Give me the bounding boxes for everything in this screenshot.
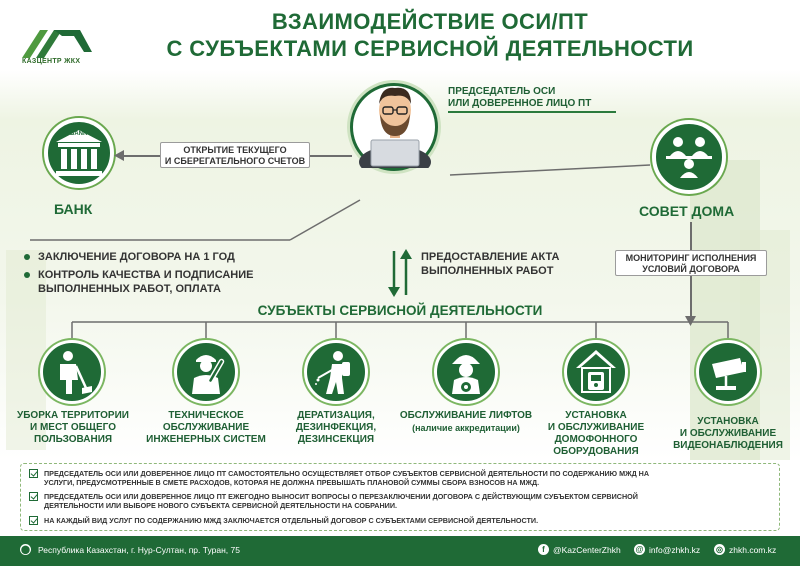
service-pest-label: ДЕРАТИЗАЦИЯ, ДЕЗИНФЕКЦИЯ, ДЕЗИНСЕКЦИЯ — [295, 410, 377, 445]
service-intercom-label: УСТАНОВКА И ОБСЛУЖИВАНИЕ ДОМОФОННОГО ОБОРУДОВАНИЯ — [547, 410, 645, 457]
note-item: ПРЕДСЕДАТЕЛЬ ОСИ ИЛИ ДОВЕРЕННОЕ ЛИЦО ПТ ЕЖЕГОДНО ВЫНОСИТ ВОПРОСЫ О ПЕРЕЗАКЛЮЧЕНИИ ДОГОВОРА С ДЕЙСТВУЮЩИМ СУБЪЕКТОМ СЕРВИСНОЙ ДЕЯТЕЛЬНОСТИ ИЛИ ВЫБОРЕ НОВОГО СУБЪЕКТА СЕРВИСНОЙ ДЕЯТЕЛЬНОСТИ НА СОБРАНИИ. — [29, 492, 774, 510]
council-label: СОВЕТ ДОМА — [639, 203, 735, 219]
location-pin-icon: ⬤ — [21, 545, 30, 554]
checkbox-icon — [29, 516, 38, 525]
bank-account-box: ОТКРЫТИЕ ТЕКУЩЕГО И СБЕРЕГАТЕЛЬНОГО СЧЕТОВ — [160, 142, 310, 168]
checkbox-icon — [29, 469, 38, 478]
notes-panel — [20, 463, 780, 531]
cleaning-worker-icon — [50, 348, 94, 396]
note-item: НА КАЖДЫЙ ВИД УСЛУГ ПО СОДЕРЖАНИЮ МЖД ЗАКЛЮЧАЕТСЯ ОТДЕЛЬНЫЙ ДОГОВОР С СУБЪЕКТАМИ СЕРВИСНОЙ ДЕЯТЕЛЬНОСТИ. — [29, 516, 774, 525]
bullet-dot — [24, 254, 30, 260]
logo-text: КАЗЦЕНТР ЖКХ — [22, 58, 81, 65]
checkbox-icon — [29, 492, 38, 501]
footer-address: Республика Казахстан, г. Нур-Султан, пр. Туран, 75 — [38, 545, 240, 555]
chairman-label: ПРЕДСЕДАТЕЛЬ ОСИ ИЛИ ДОВЕРЕННОЕ ЛИЦО ПТ — [448, 86, 592, 109]
engineer-wrench-icon — [184, 348, 228, 396]
intercom-house-icon — [574, 348, 618, 396]
bank-sign: BANK — [70, 131, 88, 137]
website-icon: ◎ — [714, 544, 725, 555]
service-cleaning-label: УБОРКА ТЕРРИТОРИИ И МЕСТ ОБЩЕГО ПОЛЬЗОВАНИЯ — [17, 410, 129, 445]
email-icon: @ — [635, 545, 644, 554]
up-down-arrows-icon — [386, 247, 414, 299]
footer-bar — [0, 536, 800, 566]
footer-site[interactable]: zhkh.com.kz — [729, 545, 777, 555]
pest-control-icon — [314, 348, 358, 396]
cctv-camera-icon — [706, 350, 750, 394]
contract-bullets — [24, 250, 254, 300]
act-provision-label: ПРЕДОСТАВЛЕНИЕ АКТА ВЫПОЛНЕННЫХ РАБОТ — [421, 251, 560, 277]
footer-email[interactable]: info@zhkh.kz — [649, 545, 701, 555]
council-monitoring-box: МОНИТОРИНГ ИСПОЛНЕНИЯ УСЛОВИЙ ДОГОВОРА — [615, 250, 767, 276]
bank-label: БАНК — [54, 201, 93, 217]
bullet-item: КОНТРОЛЬ КАЧЕСТВА И ПОДПИСАНИЕ ВЫПОЛНЕННЫХ РАБОТ, ОПЛАТА — [24, 268, 254, 296]
bullet-dot — [24, 272, 30, 278]
social-media-icon: f — [538, 544, 549, 555]
elevator-gear-icon — [444, 348, 488, 396]
subjects-title: СУБЪЕКТЫ СЕРВИСНОЙ ДЕЯТЕЛЬНОСТИ — [257, 303, 543, 318]
page-title: ВЗАИМОДЕЙСТВИЕ ОСИ/ПТ С СУБЪЕКТАМИ СЕРВИСНОЙ ДЕЯТЕЛЬНОСТИ — [166, 9, 694, 61]
footer-social[interactable]: @KazCenterZhkh — [553, 545, 621, 555]
service-technical-label: ТЕХНИЧЕСКОЕ ОБСЛУЖИВАНИЕ ИНЖЕНЕРНЫХ СИСТЕМ — [146, 410, 266, 445]
service-elevator-label: ОБСЛУЖИВАНИЕ ЛИФТОВ (наличие аккредитации) — [399, 410, 533, 433]
bullet-item: ЗАКЛЮЧЕНИЕ ДОГОВОРА НА 1 ГОД — [24, 250, 254, 264]
note-item: ПРЕДСЕДАТЕЛЬ ОСИ ИЛИ ДОВЕРЕННОЕ ЛИЦО ПТ САМОСТОЯТЕЛЬНО ОСУЩЕСТВЛЯЕТ ОТБОР СУБЪЕКТОВ СЕРВИСНОЙ ДЕЯТЕЛЬНОСТИ ПО СОДЕРЖАНИЮ МЖД НА УСЛУГИ, ПРЕДУСМОТРЕННЫЕ В СМЕТЕ РАСХОДОВ, КОТОРАЯ НЕ ДОЛЖНА ПРЕВЫШАТЬ ПЛАНОВОЙ СУММЫ СБОРА ВЗНОСОВ НА МЖД. — [29, 469, 774, 487]
service-cctv-label: УСТАНОВКА И ОБСЛУЖИВАНИЕ ВИДЕОНАБЛЮДЕНИЯ — [673, 416, 783, 451]
